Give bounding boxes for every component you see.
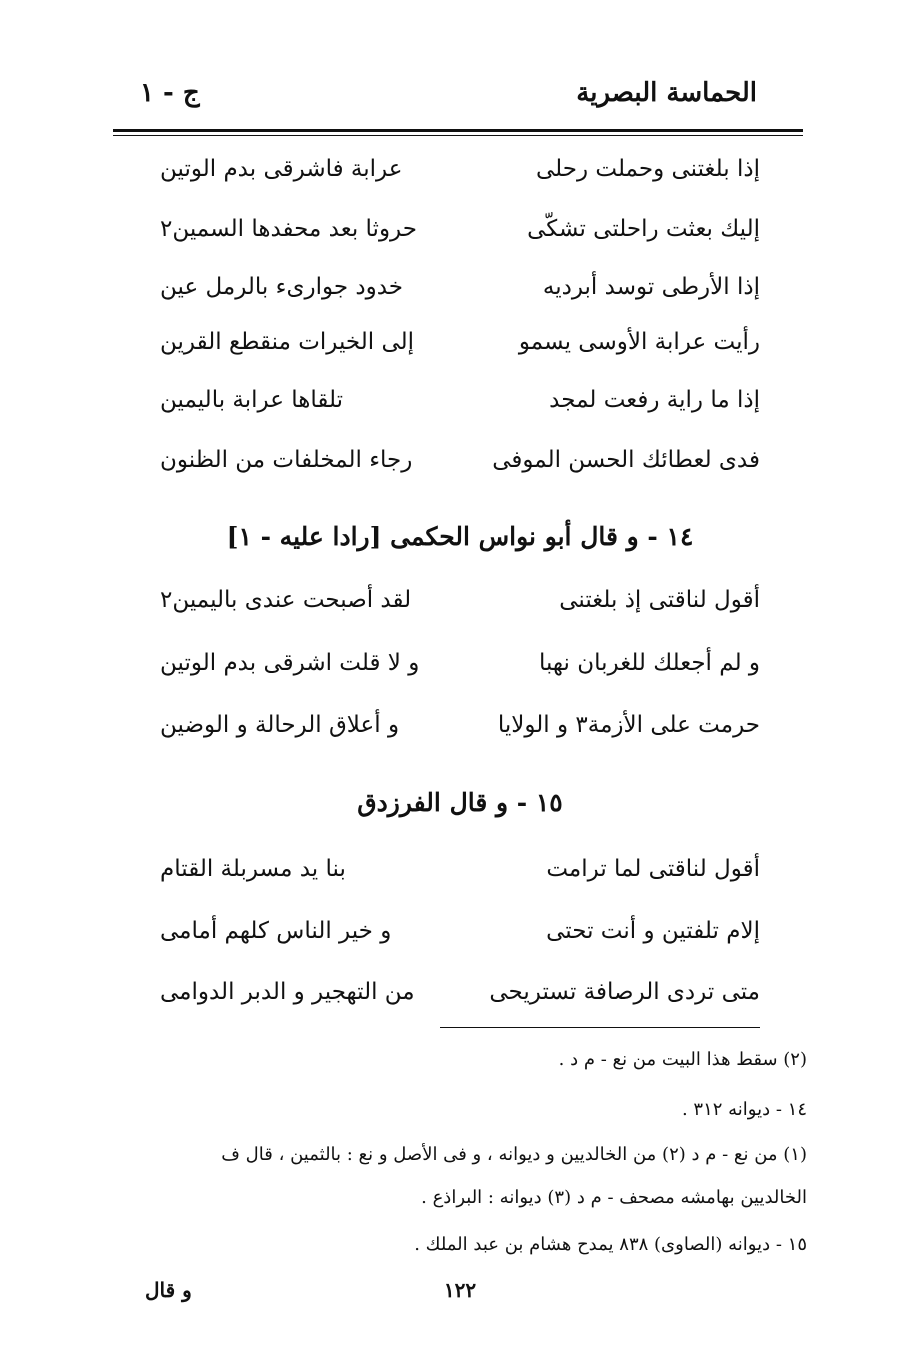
header-rule-thin	[113, 135, 803, 136]
first-hemistich: إليك بعثت راحلتى تشكّى	[527, 216, 760, 242]
first-hemistich: فدى لعطائك الحسن الموفى	[492, 447, 760, 473]
catchword: و قال	[145, 1278, 192, 1302]
first-hemistich: أقول لناقتى لما ترامت	[546, 856, 760, 882]
first-hemistich: إذا الأرطى توسد أبرديه	[542, 274, 760, 300]
footnote: الخالديين بهامشه مصحف - م د (٣) ديوانه : البراذع .	[421, 1187, 807, 1208]
verse-line	[160, 147, 760, 191]
second-hemistich: و أعلاق الرحالة و الوضين	[160, 712, 400, 738]
verse-line	[160, 207, 760, 251]
footnote: ١٤ - ديوانه ٣١٢ .	[681, 1099, 807, 1120]
verse-line	[160, 641, 760, 685]
second-hemistich: رجاء المخلفات من الظنون	[160, 447, 413, 473]
footnote-rule	[440, 1027, 760, 1028]
second-hemistich: حروثا بعد محفدها السمين٢	[160, 216, 417, 242]
footnote: (١) من نع - م د (٢) من الخالديين و ديوانه ، و فى الأصل و نع : بالثمين ، قال ف	[221, 1144, 807, 1165]
second-hemistich: إلى الخيرات منقطع القرين	[160, 329, 415, 355]
first-hemistich: و لم أجعلك للغربان نهبا	[538, 650, 760, 676]
second-hemistich: و خير الناس كلهم أمامى	[160, 918, 392, 944]
volume-number: ج - ١	[140, 78, 200, 108]
section-heading-14: ١٤ - و قال أبو نواس الحكمى [رادا عليه - ١]	[226, 522, 694, 551]
second-hemistich: خدود جوارىء بالرمل عين	[160, 274, 404, 300]
verse-line	[160, 909, 760, 953]
page-number: ١٢٢	[443, 1278, 477, 1302]
header-rule-thick	[113, 129, 803, 132]
first-hemistich: أقول لناقتى إذ بلغتنى	[559, 587, 760, 613]
first-hemistich: إذا ما راية رفعت لمجد	[549, 387, 760, 413]
verse-line	[160, 378, 760, 422]
first-hemistich: إلام تلفتين و أنت تحتى	[546, 918, 760, 944]
verse-line	[160, 438, 760, 482]
footnote: ١٥ - ديوانه (الصاوى) ٨٣٨ يمدح هشام بن عبد الملك .	[414, 1234, 807, 1255]
running-header	[140, 78, 757, 118]
second-hemistich: عرابة فاشرقى بدم الوتين	[160, 156, 403, 182]
verse-line	[160, 578, 760, 622]
second-hemistich: لقد أصبحت عندى باليمين٢	[160, 587, 412, 613]
book-title: الحماسة البصرية	[576, 78, 757, 108]
verse-line	[160, 970, 760, 1014]
first-hemistich: رأيت عرابة الأوسى يسمو	[518, 329, 760, 355]
second-hemistich: بنا يد مسربلة القتام	[160, 856, 346, 882]
footnote: (٢) سقط هذا البيت من نع - م د .	[558, 1049, 807, 1070]
verse-line	[160, 320, 760, 364]
first-hemistich: إذا بلغتنى وحملت رحلى	[535, 156, 760, 182]
first-hemistich: متى تردى الرصافة تستريحى	[489, 979, 760, 1005]
verse-line	[160, 847, 760, 891]
second-hemistich: تلقاها عرابة باليمين	[160, 387, 344, 413]
verse-line	[160, 265, 760, 309]
second-hemistich: من التهجير و الدبر الدوامى	[160, 979, 415, 1005]
verse-line	[160, 703, 760, 747]
first-hemistich: حرمت على الأزمة٣ و الولايا	[497, 712, 760, 738]
second-hemistich: و لا قلت اشرقى بدم الوتين	[160, 650, 420, 676]
section-heading-15: ١٥ - و قال الفرزدق	[357, 788, 563, 817]
